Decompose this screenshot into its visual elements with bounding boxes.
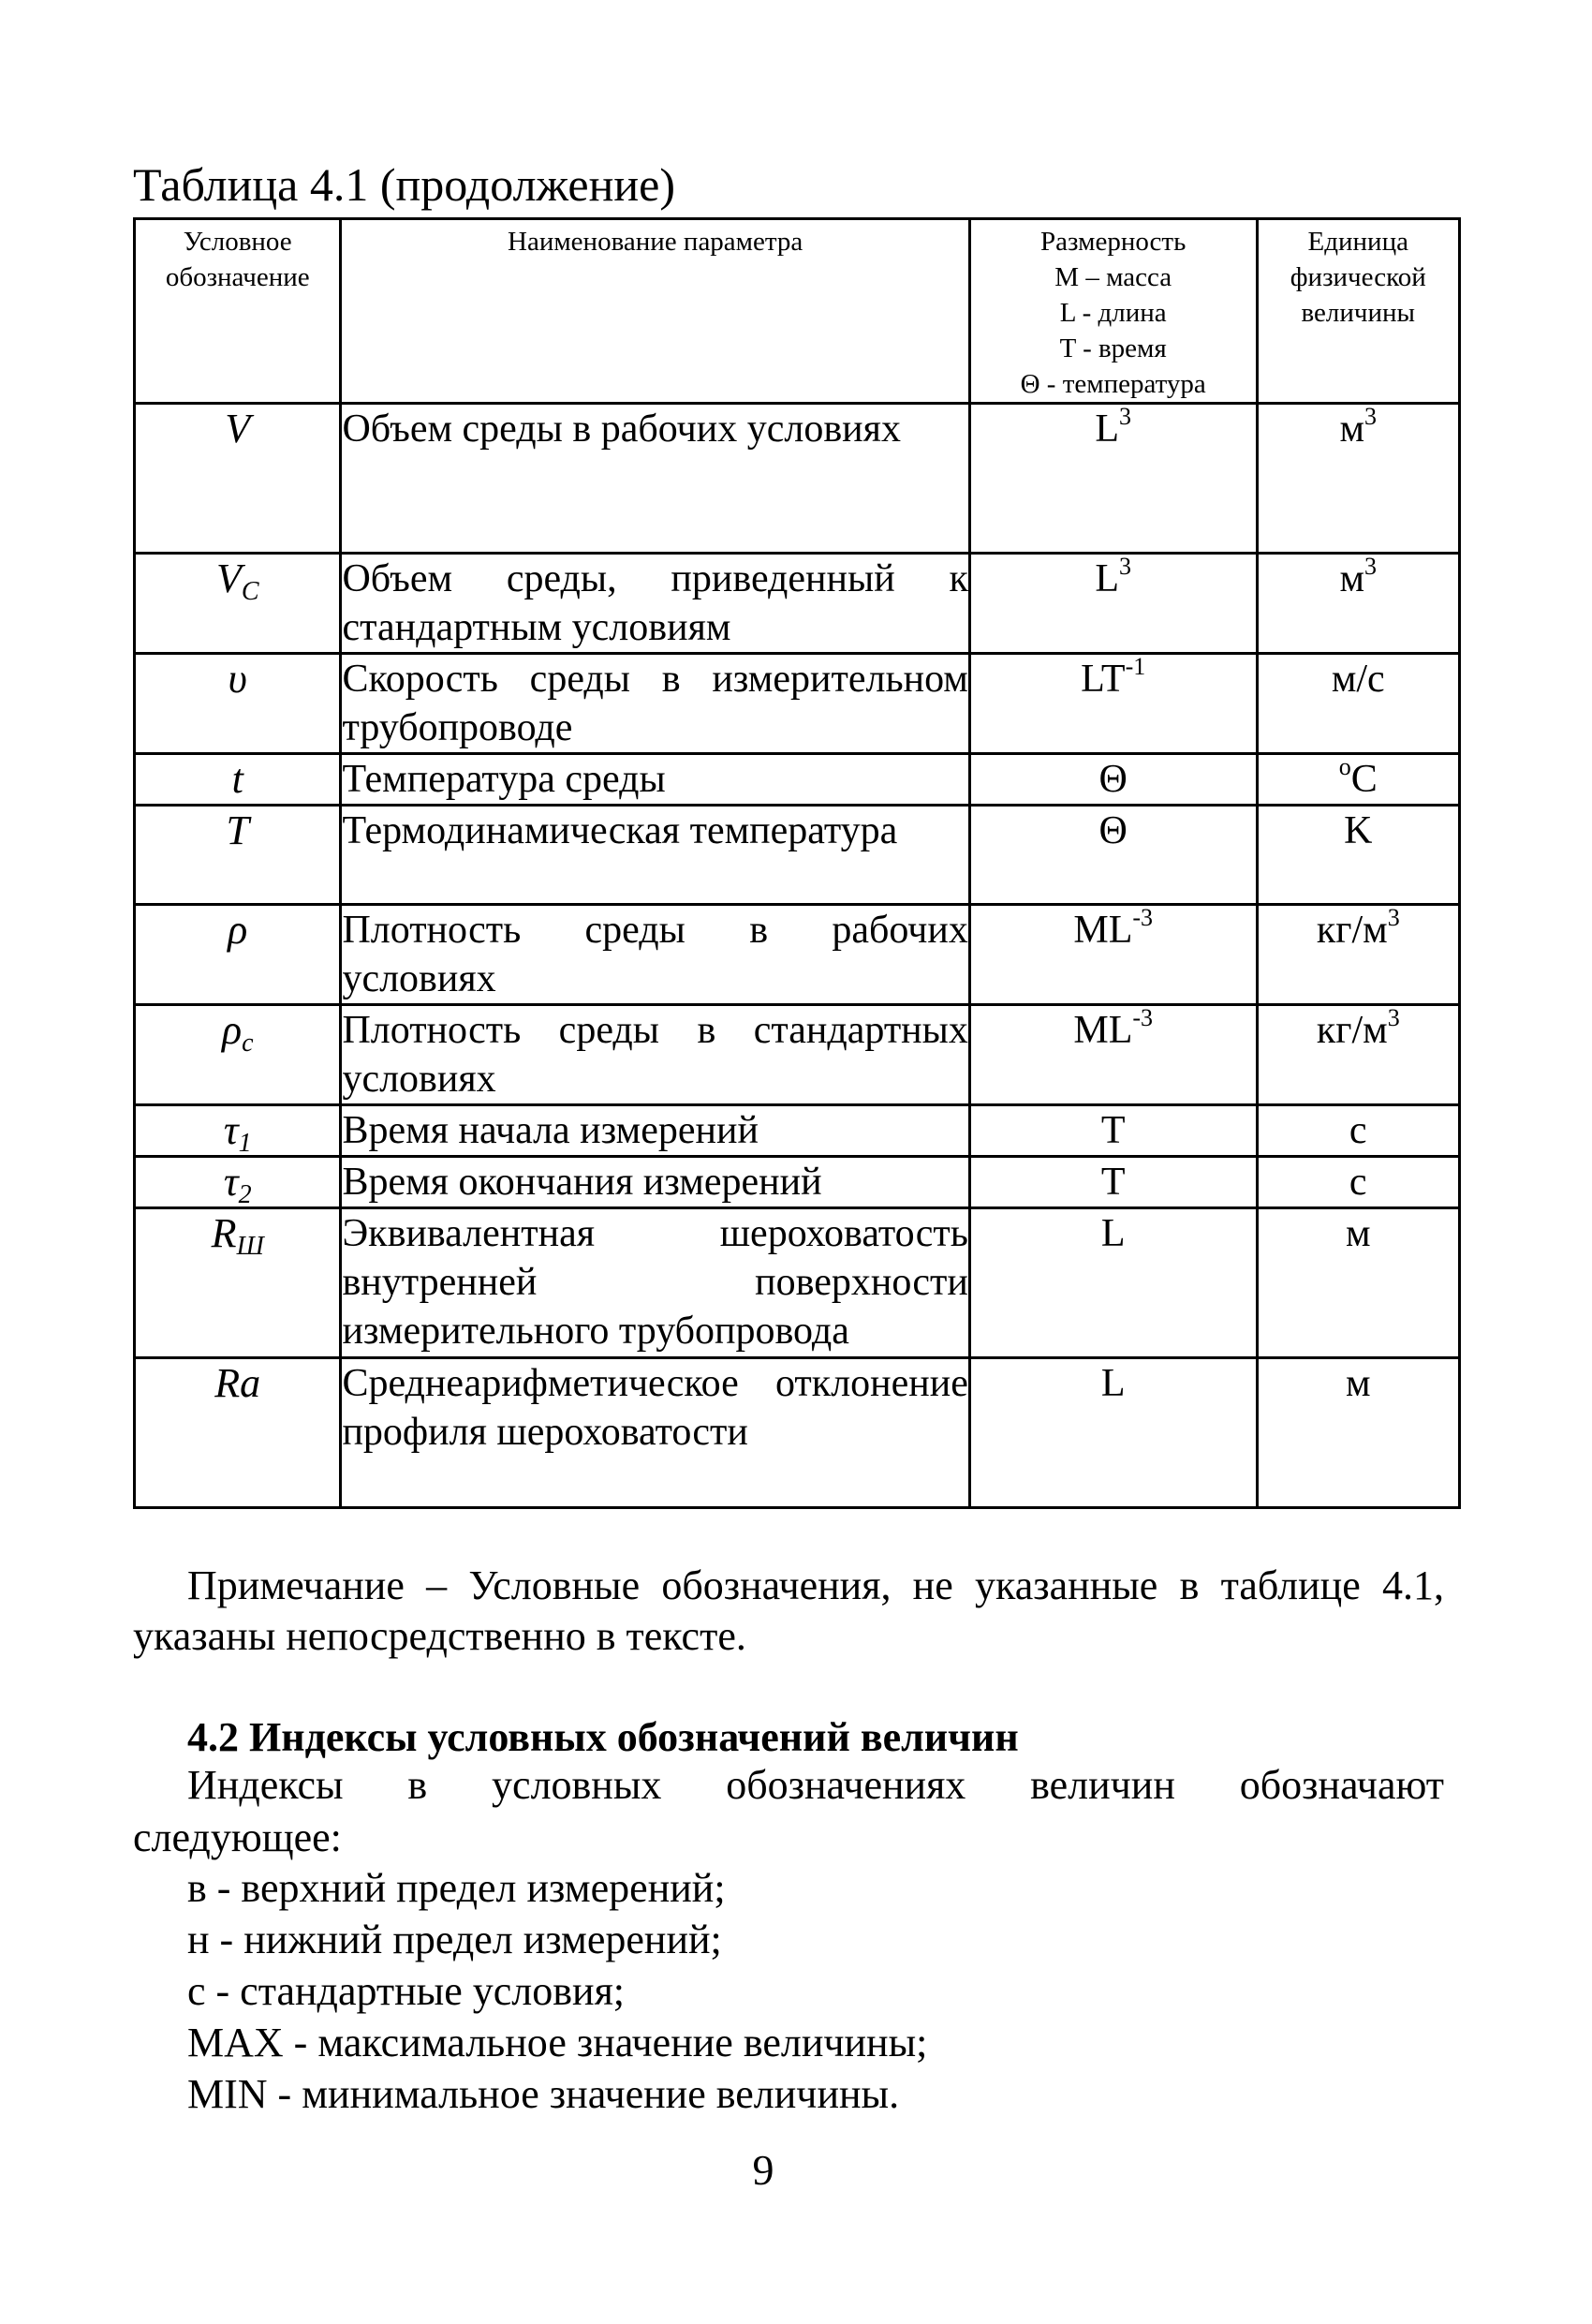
parameter-name-cell: Время начала измерений: [341, 1105, 969, 1157]
unit-cell: $^o$C: [1257, 754, 1459, 806]
table-row: [135, 404, 1460, 554]
symbol-cell: V: [135, 404, 341, 554]
dimension-cell: Θ: [969, 806, 1257, 905]
unit-cell: $м^3$: [1257, 404, 1459, 554]
table-row: [135, 1208, 1460, 1358]
header-dimension: [969, 219, 1257, 404]
parameter-name-cell: Плотность среды в рабочих условиях: [341, 905, 969, 1005]
unit-cell: с: [1257, 1157, 1459, 1208]
list-item: MAX - максимальное значение величины;: [187, 2020, 928, 2065]
header-dimension-line: L - длина: [1059, 298, 1167, 328]
symbol-cell: Ra: [135, 1358, 341, 1508]
dimension-cell: T: [969, 1157, 1257, 1208]
unit-cell: $кг/м^3$: [1257, 1005, 1459, 1105]
header-dimension-line: T - время: [1059, 333, 1167, 363]
parameter-name-cell: Плотность среды в стандартных условиях: [341, 1005, 969, 1105]
parameter-name-cell: Температура среды: [341, 754, 969, 806]
header-symbol: Условное обозначение: [135, 219, 341, 404]
table-row: [135, 554, 1460, 654]
dimension-cell: $L^3$: [969, 404, 1257, 554]
dimension-cell: $ML^{-3}$: [969, 1005, 1257, 1105]
symbol-cell: $V_C$: [135, 554, 341, 654]
list-item: с - стандартные условия;: [187, 1968, 626, 2014]
dimension-cell: L: [969, 1358, 1257, 1508]
section-intro-line: Индексы в условных обозначениях величин обозначают: [187, 1762, 1444, 1808]
parameter-name-cell: Термодинамическая температура: [341, 806, 969, 905]
parameter-name-cell: Объем среды в рабочих условиях: [341, 404, 969, 554]
section-heading: 4.2 Индексы условных обозначений величин: [187, 1714, 1019, 1760]
unit-cell: $кг/м^3$: [1257, 905, 1459, 1005]
symbol-cell: T: [135, 806, 341, 905]
unit-cell: м: [1257, 1358, 1459, 1508]
dimension-cell: $LT^{-1}$: [969, 654, 1257, 754]
table-row: [135, 1358, 1460, 1508]
dimension-cell: T: [969, 1105, 1257, 1157]
dimension-cell: $ML^{-3}$: [969, 905, 1257, 1005]
unit-cell: м/с: [1257, 654, 1459, 754]
unit-cell: с: [1257, 1105, 1459, 1157]
header-dimension-line: Θ - температура: [1020, 369, 1206, 399]
table-row: [135, 806, 1460, 905]
symbol-cell: ρ: [135, 905, 341, 1005]
header-unit: Единица физической величины: [1257, 219, 1459, 404]
header-dimension-line: Размерность: [1040, 227, 1187, 257]
unit-cell: $м^3$: [1257, 554, 1459, 654]
table-row: [135, 905, 1460, 1005]
parameter-name-cell: Скорость среды в измерительном трубопроводе: [341, 654, 969, 754]
table-row: [135, 754, 1460, 806]
symbol-cell: υ: [135, 654, 341, 754]
parameter-name-cell: Среднеарифметическое отклонение профиля шероховатости: [341, 1358, 969, 1508]
dimension-cell: L: [969, 1208, 1257, 1358]
dimension-cell: $L^3$: [969, 554, 1257, 654]
page-number: 9: [752, 2146, 774, 2194]
unit-cell: м: [1257, 1208, 1459, 1358]
symbol-cell: $\tau_1$: [135, 1105, 341, 1157]
symbol-cell: $\tau_2$: [135, 1157, 341, 1208]
section-intro: [133, 1759, 1444, 1864]
list-item: в - верхний предел измерений;: [187, 1865, 726, 1911]
parameters-table: [133, 217, 1461, 1509]
dimension-cell: Θ: [969, 754, 1257, 806]
symbol-cell: $\rho_c$: [135, 1005, 341, 1105]
table-caption: Таблица 4.1 (продолжение): [133, 158, 675, 211]
table-note: Примечание – Условные обозначения, не указанные в таблице 4.1, указаны непосредственно в тексте.: [133, 1562, 1444, 1659]
parameter-name-cell: Время окончания измерений: [341, 1157, 969, 1208]
parameter-name-cell: Эквивалентная шероховатость внутренней поверхности измерительного трубопровода: [341, 1208, 969, 1358]
index-list: [187, 1862, 927, 2120]
table-row: [135, 1005, 1460, 1105]
table-row: [135, 1157, 1460, 1208]
parameter-name-cell: Объем среды, приведенный к стандартным условиям: [341, 554, 969, 654]
table-row: [135, 1105, 1460, 1157]
table-row: [135, 654, 1460, 754]
symbol-cell: $R_Ш$: [135, 1208, 341, 1358]
section-intro-line: следующее:: [133, 1814, 342, 1860]
header-name: Наименование параметра: [341, 219, 969, 404]
list-item: н - нижний предел измерений;: [187, 1917, 722, 1962]
unit-cell: K: [1257, 806, 1459, 905]
header-dimension-line: M – масса: [1054, 262, 1172, 292]
list-item: MIN - минимальное значение величины.: [187, 2071, 900, 2117]
symbol-cell: t: [135, 754, 341, 806]
table-header-row: [135, 219, 1460, 404]
